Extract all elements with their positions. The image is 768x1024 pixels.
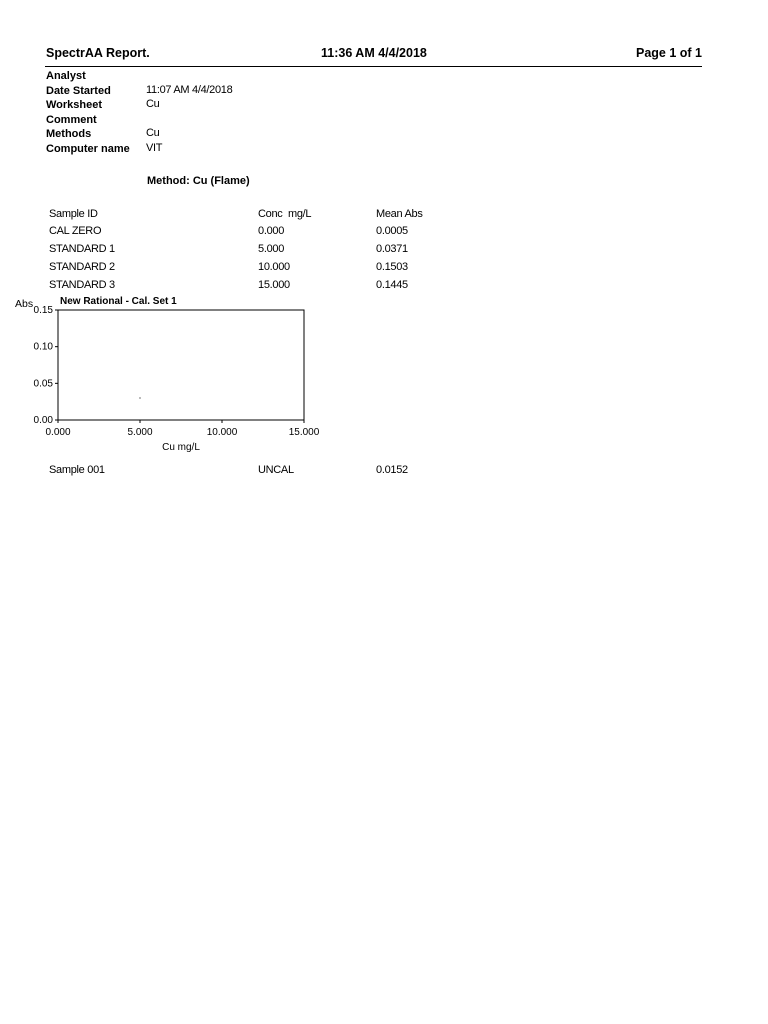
x-tick-label: 10.000 [206,427,238,438]
methods-value: Cu [146,127,160,139]
methods-label: Methods [46,128,92,140]
table-row-mean-abs: 0.1503 [376,261,408,273]
y-tick-label: 0.05 [33,378,53,390]
y-tick-label: 0.00 [33,415,53,426]
sample-mean-abs: 0.0152 [376,464,408,476]
x-tick-label: 0.000 [45,427,71,438]
table-row-sample-id: STANDARD 2 [49,261,115,273]
table-row-conc: 15.000 [258,279,290,291]
chart-plot-area [58,310,304,420]
table-row-mean-abs: 0.0005 [376,225,408,237]
calibration-chart [0,290,330,460]
comment-label: Comment [46,114,97,126]
date-started-value: 11:07 AM 4/4/2018 [146,84,233,96]
column-header-conc: Conc mg/L [258,208,312,220]
y-tick-label: 0.15 [33,305,53,316]
x-tick-label: 15.000 [288,427,320,438]
table-row-conc: 0.000 [258,225,285,237]
table-row-sample-id: STANDARD 1 [49,243,115,255]
column-header-mean-abs: Mean Abs [376,208,423,220]
analyst-label: Analyst [46,70,86,82]
table-row-conc: 5.000 [258,243,285,255]
y-tick-label: 0.10 [33,341,53,353]
computer-name-label: Computer name [46,143,130,155]
table-row-sample-id: CAL ZERO [49,225,102,237]
worksheet-label: Worksheet [46,99,103,111]
report-timestamp: 11:36 AM 4/4/2018 [321,46,427,60]
worksheet-value: Cu [146,98,160,110]
computer-name-value: VIT [146,142,163,154]
chart-title: New Rational - Cal. Set 1 [60,296,177,307]
header-rule [45,66,702,67]
date-started-label: Date Started [46,85,111,97]
chart-y-axis-label: Abs [15,298,34,310]
x-tick-label: 5.000 [127,427,153,438]
table-row-conc: 10.000 [258,261,290,273]
sample-id: Sample 001 [49,464,105,476]
method-title: Method: Cu (Flame) [147,175,250,187]
table-row-mean-abs: 0.0371 [376,243,408,255]
sample-conc: UNCAL [258,464,294,476]
page-number: Page 1 of 1 [636,46,702,60]
column-header-sample-id: Sample ID [49,208,98,220]
report-title: SpectrAA Report. [46,46,150,60]
table-row-mean-abs: 0.1445 [376,279,408,291]
table-row-sample-id: STANDARD 3 [49,279,115,291]
chart-x-axis-label: Cu mg/L [162,442,200,453]
